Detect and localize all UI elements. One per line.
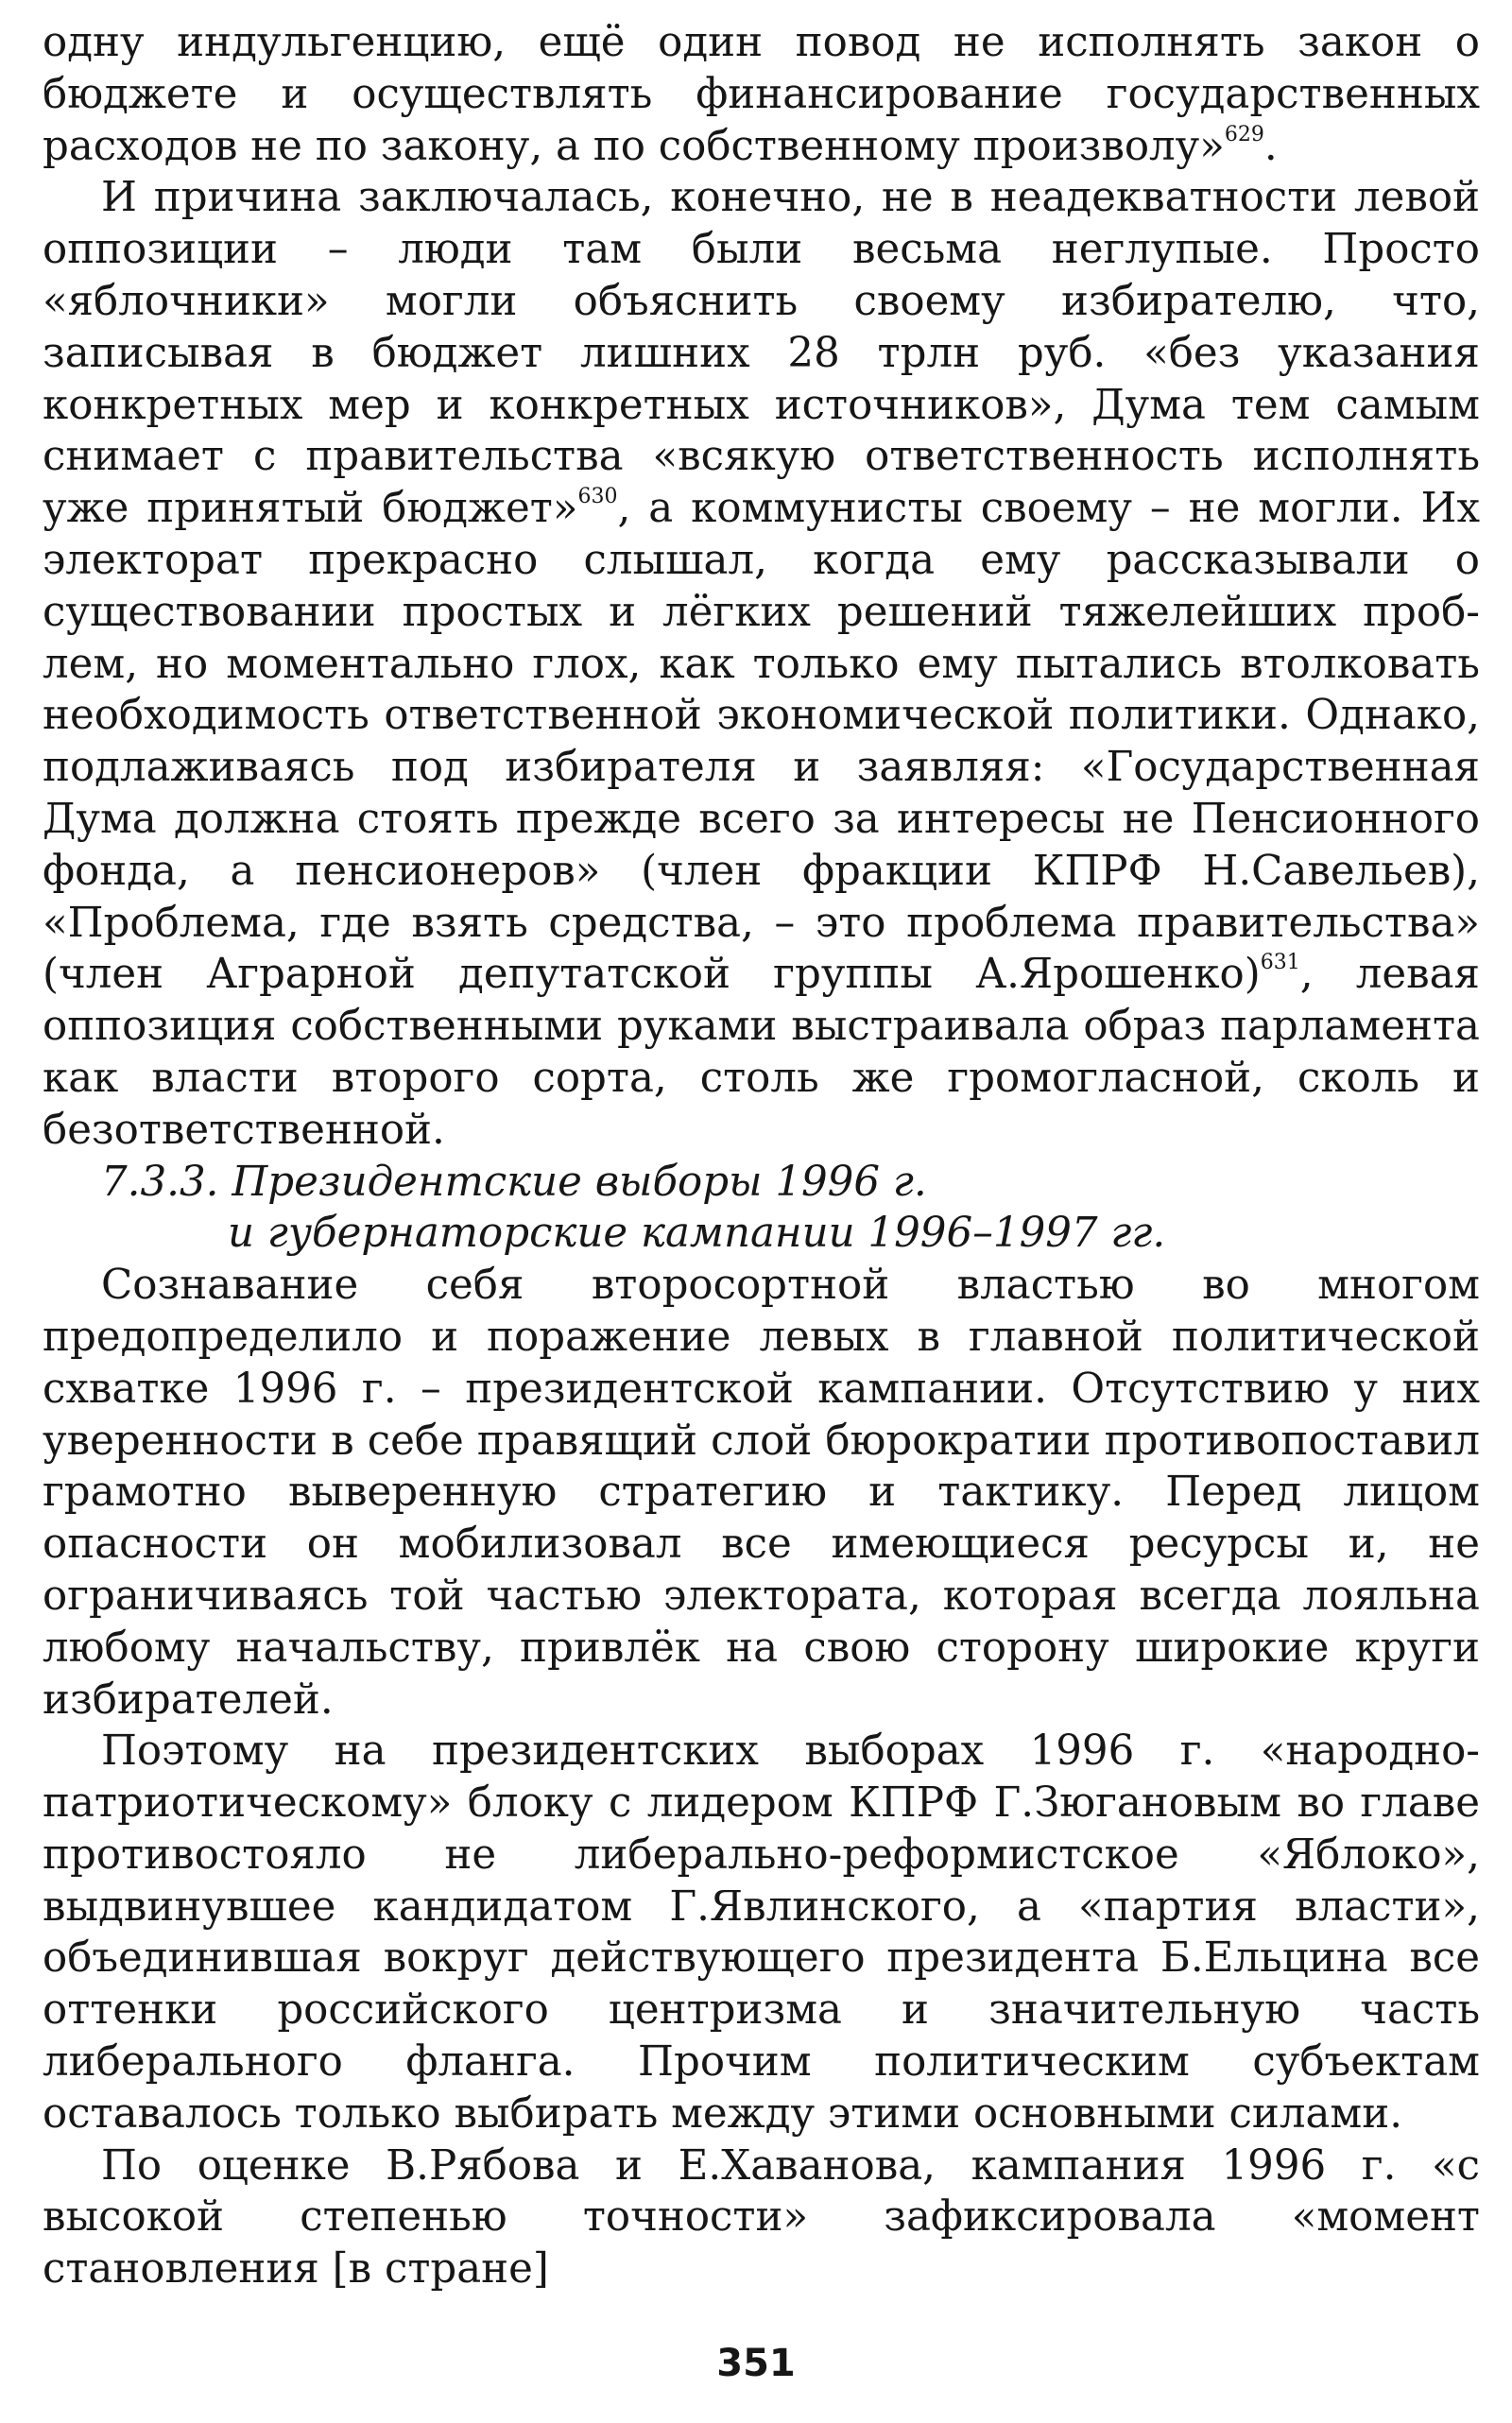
paragraph-5: По оценке В.Рябова и Е.Хаванова, кампания 1996 г. «с высокой степенью точности» зафиксировала «момент становления [в стране]: [43, 2141, 1480, 2294]
footnote-ref-631: 631: [1260, 951, 1300, 975]
section-heading-line-1: 7.3.3. Президентские выборы 1996 г.: [101, 1158, 927, 1206]
footnote-ref-630: 630: [577, 485, 618, 509]
paragraph-2: И причина заключалась, конечно, не в неадекватности левой оппозиции – люди там были весьма неглупые. Просто «яблочники» могли объяснить своему избирателю, что, записывая в бюджет лишних 28 трлн руб. «без указания конкретных мер и конкретных источников», Дума тем самым снимает с правительства «всякую ответственность исполнять уже принятый бюджет»$^{630}$, а коммунисты своему – не могли. Их электорат прекрасно слышал, когда ему рассказывали о существовании простых и лёгких решений тяжелейших проблем, но моментально глох, как только ему пытались втолковать необходимость ответственной экономической политики. Однако, подлаживаясь под избирателя и заявляя: «Государственная Дума должна стоять прежде всего за интересы не Пенсионного фонда, а пенсионеров» (член фракции КПРФ Н.Савельев), «Проблема, где взять средства, – это проблема правительства» (член Аграрной депутатской группы А.Ярошенко)$^{631}$, левая оппозиция собственными руками выстраивала образ парламента как власти второго сорта, столь же громогласной, сколь и безответственной.: [43, 174, 1480, 1154]
body-text: [43, 17, 1480, 2295]
footnote-ref-629: 629: [1224, 122, 1264, 146]
paragraph-1: одну индульгенцию, ещё один повод не исполнять закон о бюджете и осуществлять финансирование государственных расходов не по закону, а по собственному произволу»$^{629}$.: [43, 19, 1480, 170]
section-heading: [43, 1157, 1480, 1261]
paragraph-3: Сознавание себя второсортной властью во многом предопределило и поражение левых в главной политической схватке 1996 г. – президентской кампании. Отсутствию у них уверенности в себе правящий слой бюрократии противопоставил грамотно выверенную стратегию и тактику. Перед лицом опасности он мобилизовал все имеющиеся ресурсы и, не ограничиваясь той частью электората, которая всегда лояльна любому начальству, привлёк на свою сторону широкие круги избирателей.: [43, 1262, 1480, 1724]
section-heading-line-2: и губернаторские кампании 1996–1997 гг.: [228, 1210, 1166, 1258]
page-number: 351: [716, 2342, 796, 2385]
paragraph-4: Поэтому на президентских выборах 1996 г. «народно-патриотическому» блоку с лидером КПРФ Г.Зюгановым во главе противостояло не либерально-реформистское «Яблоко», выдвинувшее кандидатом Г.Явлинского, а «партия власти», объединившая вокруг действующего президента Б.Ельцина все оттенки российского центризма и значительную часть либерального фланга. Прочим политическим субъектам оставалось только выбирать между этими основными силами.: [43, 1727, 1480, 2138]
